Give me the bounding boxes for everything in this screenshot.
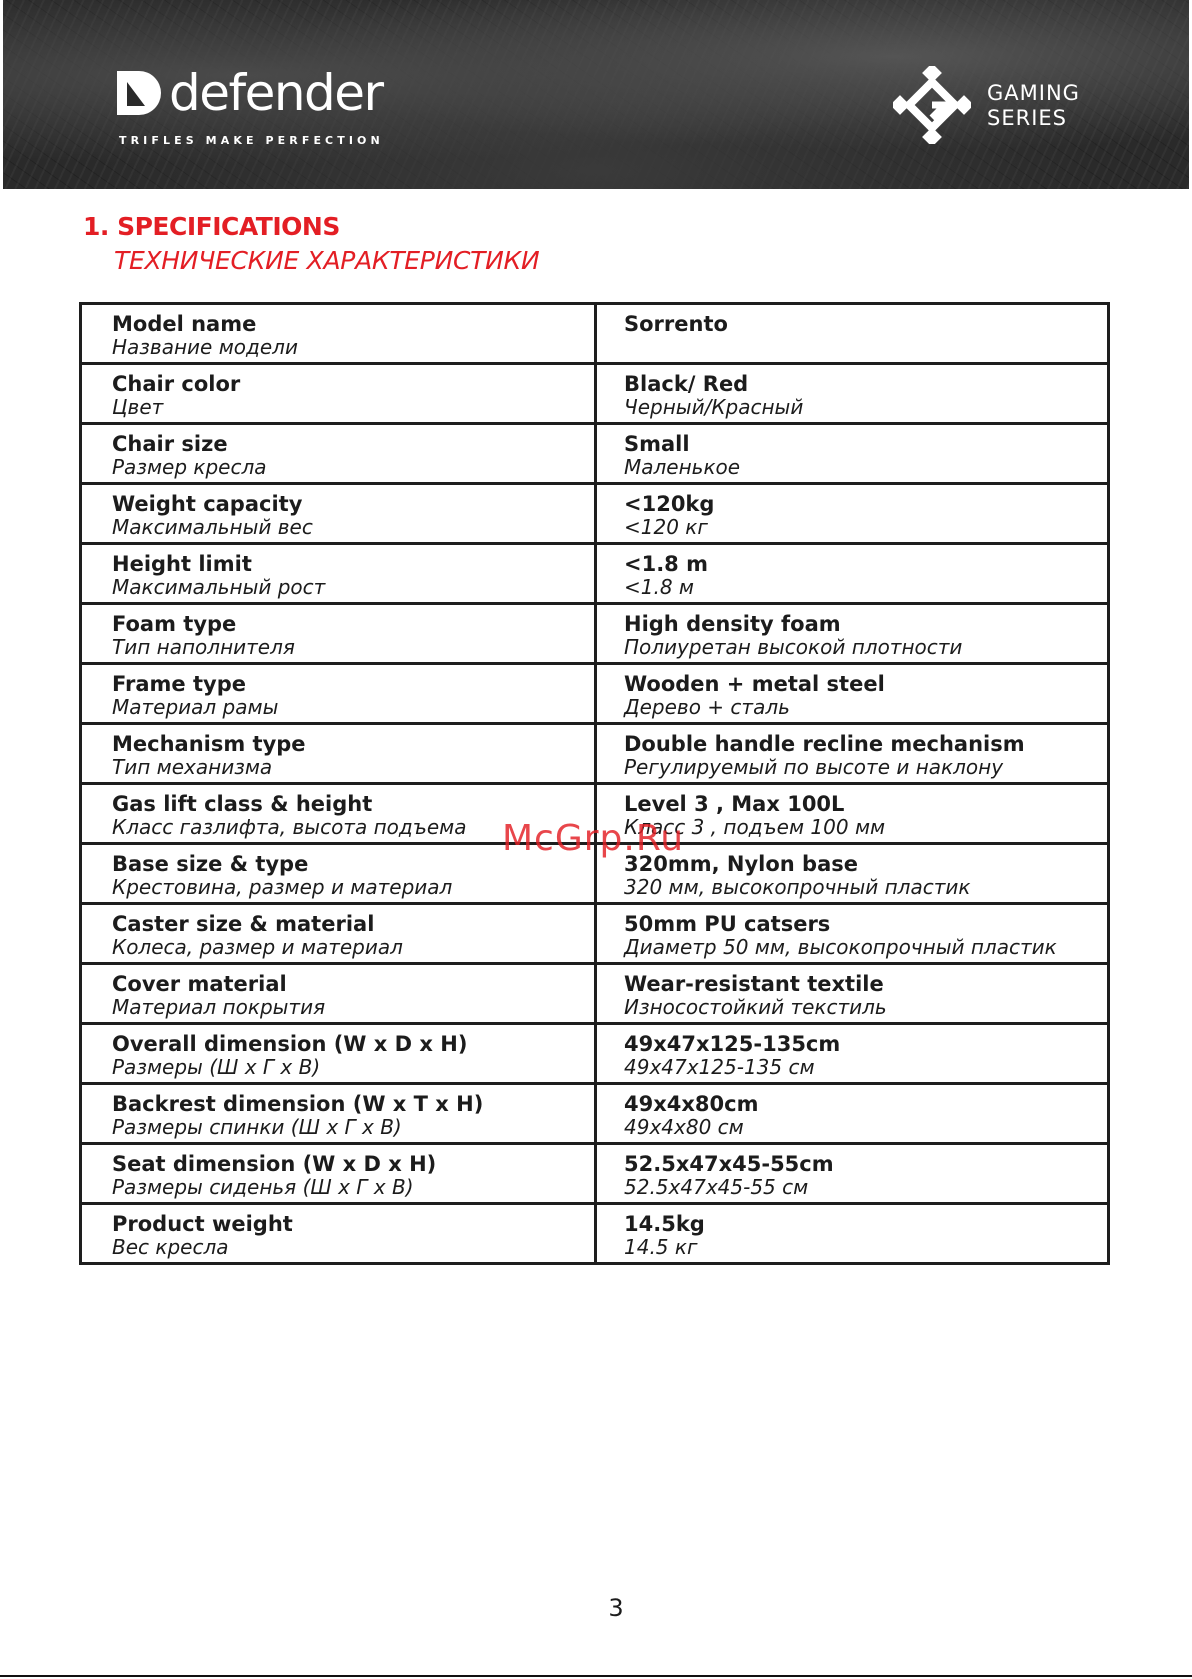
spec-label-ru: Материал покрытия	[112, 995, 326, 1019]
spec-value-en: <1.8 m	[624, 552, 708, 576]
spec-value-en: Level 3 , Max 100L	[624, 792, 845, 816]
table-row	[81, 904, 1109, 964]
spec-value-ru: 14.5 кг	[624, 1235, 698, 1259]
spec-label-en: Chair size	[112, 432, 228, 456]
spec-label-en: Seat dimension (W x D x H)	[112, 1152, 437, 1176]
spec-value-cell	[596, 1024, 1109, 1084]
spec-label-cell	[81, 1084, 596, 1144]
spec-label-en: Foam type	[112, 612, 237, 636]
spec-value-en: 320mm, Nylon base	[624, 852, 858, 876]
spec-label-ru: Размеры сиденья (Ш х Г х В)	[112, 1175, 414, 1199]
spec-value-en: Double handle recline mechanism	[624, 732, 1025, 756]
bottom-divider	[0, 1675, 1192, 1677]
header-banner	[3, 0, 1189, 189]
table-row	[81, 1144, 1109, 1204]
spec-label-ru: Максимальный вес	[112, 515, 313, 539]
specifications-table	[79, 302, 1110, 1265]
spec-label-en: Backrest dimension (W x T x H)	[112, 1092, 484, 1116]
spec-value-en: Wooden + metal steel	[624, 672, 885, 696]
table-row	[81, 1204, 1109, 1264]
spec-label-en: Caster size & material	[112, 912, 375, 936]
spec-label-ru: Вес кресла	[112, 1235, 229, 1259]
table-row	[81, 544, 1109, 604]
brand-logo	[115, 64, 383, 122]
table-row	[81, 1084, 1109, 1144]
spec-label-cell	[81, 544, 596, 604]
spec-label-en: Weight capacity	[112, 492, 303, 516]
spec-value-ru: Износостойкий текстиль	[624, 995, 887, 1019]
spec-value-ru: 320 мм, высокопрочный пластик	[624, 875, 971, 899]
spec-value-cell	[596, 1204, 1109, 1264]
spec-value-cell	[596, 904, 1109, 964]
spec-value-en: High density foam	[624, 612, 841, 636]
spec-value-ru: Регулируемый по высоте и наклону	[624, 755, 1004, 779]
spec-label-cell	[81, 664, 596, 724]
spec-label-cell	[81, 964, 596, 1024]
spec-value-ru: Маленькое	[624, 455, 741, 479]
spec-label-ru: Максимальный рост	[112, 575, 326, 599]
table-row	[81, 664, 1109, 724]
watermark: McGrp.Ru	[502, 818, 685, 859]
spec-value-ru: 49x4x80 см	[624, 1115, 744, 1139]
spec-value-ru: <1.8 м	[624, 575, 695, 599]
spec-value-en: Sorrento	[624, 312, 728, 336]
spec-value-en: 50mm PU catsers	[624, 912, 831, 936]
spec-label-cell	[81, 904, 596, 964]
spec-label-cell	[81, 1204, 596, 1264]
spec-value-ru: Дерево + сталь	[624, 695, 790, 719]
spec-label-cell	[81, 364, 596, 424]
spec-label-cell	[81, 724, 596, 784]
spec-label-en: Cover material	[112, 972, 287, 996]
spec-label-cell	[81, 304, 596, 364]
spec-label-ru: Тип механизма	[112, 755, 273, 779]
brand-tagline: TRIFLES MAKE PERFECTION	[119, 134, 384, 147]
page-number: 3	[608, 1594, 624, 1622]
spec-label-ru: Размеры спинки (Ш х Г х В)	[112, 1115, 402, 1139]
brand-name: defender	[169, 64, 383, 122]
spec-label-ru: Размеры (Ш х Г х В)	[112, 1055, 321, 1079]
spec-value-cell	[596, 664, 1109, 724]
spec-label-ru: Колеса, размер и материал	[112, 935, 403, 959]
spec-value-ru: Класс 3 , подъем 100 мм	[624, 815, 886, 839]
spec-label-en: Frame type	[112, 672, 246, 696]
spec-label-en: Gas lift class & height	[112, 792, 373, 816]
gaming-label-line2: SERIES	[987, 106, 1067, 130]
section-title: 1. SPECIFICATIONS	[83, 212, 340, 241]
spec-label-en: Product weight	[112, 1212, 293, 1236]
spec-value-ru: 49x47x125-135 см	[624, 1055, 815, 1079]
spec-label-cell	[81, 604, 596, 664]
spec-value-ru: Диаметр 50 мм, высокопрочный пластик	[624, 935, 1057, 959]
spec-value-en: <120kg	[624, 492, 715, 516]
table-row	[81, 304, 1109, 364]
spec-label-cell	[81, 424, 596, 484]
spec-label-en: Base size & type	[112, 852, 309, 876]
spec-value-cell	[596, 484, 1109, 544]
spec-value-cell	[596, 1084, 1109, 1144]
spec-label-en: Mechanism type	[112, 732, 306, 756]
table-row	[81, 724, 1109, 784]
spec-label-en: Overall dimension (W x D x H)	[112, 1032, 468, 1056]
spec-value-cell	[596, 424, 1109, 484]
spec-label-en: Height limit	[112, 552, 252, 576]
spec-value-en: 52.5x47x45-55cm	[624, 1152, 834, 1176]
spec-value-cell	[596, 544, 1109, 604]
table-row	[81, 364, 1109, 424]
spec-value-cell	[596, 1144, 1109, 1204]
gaming-label-line1: GAMING	[987, 81, 1080, 105]
spec-value-ru: 52.5x47x45-55 см	[624, 1175, 809, 1199]
section-subtitle: ТЕХНИЧЕСКИЕ ХАРАКТЕРИСТИКИ	[114, 246, 540, 275]
spec-label-ru: Название модели	[112, 335, 298, 359]
spec-value-en: Black/ Red	[624, 372, 749, 396]
spec-value-cell	[596, 304, 1109, 364]
table-row	[81, 1024, 1109, 1084]
spec-value-en: 49x47x125-135cm	[624, 1032, 841, 1056]
table-row	[81, 604, 1109, 664]
spec-label-ru: Цвет	[112, 395, 164, 419]
spec-value-cell	[596, 604, 1109, 664]
spec-value-ru: <120 кг	[624, 515, 708, 539]
spec-label-en: Model name	[112, 312, 257, 336]
table-row	[81, 484, 1109, 544]
spec-label-ru: Класс газлифта, высота подъема	[112, 815, 467, 839]
gaming-series-icon	[893, 66, 971, 144]
spec-value-cell	[596, 964, 1109, 1024]
spec-value-ru: Полиуретан высокой плотности	[624, 635, 963, 659]
spec-label-ru: Тип наполнителя	[112, 635, 295, 659]
spec-label-ru: Крестовина, размер и материал	[112, 875, 453, 899]
table-row	[81, 424, 1109, 484]
spec-value-en: 14.5kg	[624, 1212, 705, 1236]
gaming-series-label	[987, 81, 1080, 131]
table-row	[81, 964, 1109, 1024]
spec-label-cell	[81, 1144, 596, 1204]
spec-label-en: Chair color	[112, 372, 241, 396]
spec-value-cell	[596, 364, 1109, 424]
spec-label-ru: Материал рамы	[112, 695, 279, 719]
defender-d-icon	[115, 69, 163, 117]
spec-label-ru: Размер кресла	[112, 455, 267, 479]
spec-value-ru: Черный/Красный	[624, 395, 804, 419]
spec-value-en: Wear-resistant textile	[624, 972, 884, 996]
spec-label-cell	[81, 1024, 596, 1084]
spec-value-en: 49x4x80cm	[624, 1092, 759, 1116]
spec-label-cell	[81, 484, 596, 544]
spec-value-cell	[596, 724, 1109, 784]
spec-value-en: Small	[624, 432, 690, 456]
